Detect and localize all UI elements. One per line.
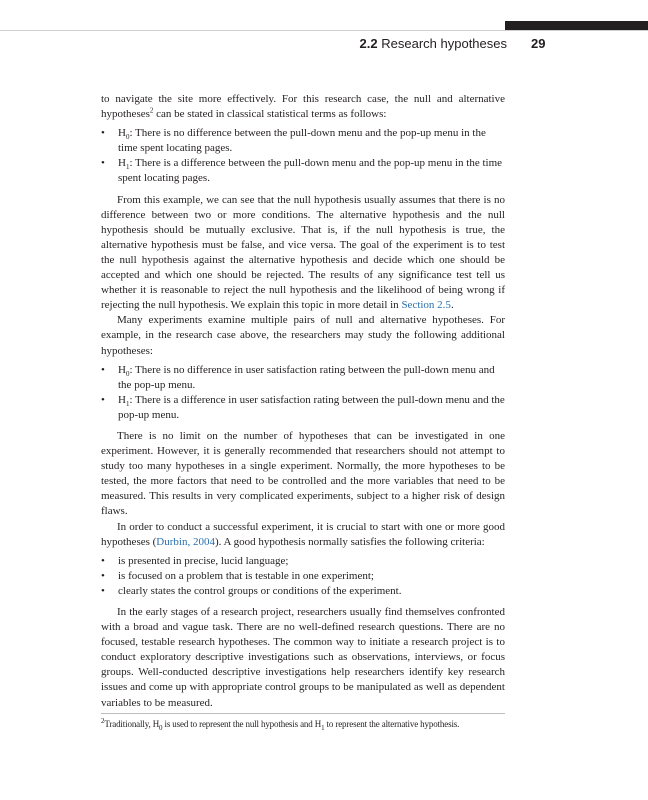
hypothesis-text: : There is a difference between the pull-down menu and the pop-up menu in the time spent locating pages. <box>118 157 503 185</box>
citation-link[interactable]: Durbin, 2004 <box>156 535 215 548</box>
footnote-mark: 2 <box>101 717 105 725</box>
hypothesis-text: : There is a difference in user satisfaction rating between the pull-down menu and the pop-up menu. <box>118 393 505 421</box>
running-header <box>360 36 507 51</box>
section-title: Research hypotheses <box>381 36 507 51</box>
paragraph-2 <box>101 193 505 314</box>
paragraph-3: Many experiments examine multiple pairs of null and alternative hypotheses. For example, in the research case above, the researchers may study the following additional hypotheses: <box>101 314 505 357</box>
hypotheses-list-2 <box>101 363 505 423</box>
paragraph-6: In the early stages of a research project, researchers usually find themselves confronted with a broad and vague task. There are no well-defined research questions. There are no focused, testable research hypotheses. The common way to initiate a research project is to conduct exploratory descriptive investigations such as observations, interviews, or focus groups. Well-conducted descriptive investigations help researchers identify key research issues and come up with appropriate control groups to be manipulated as well as dependent variables to be measured. <box>101 606 505 709</box>
hypothesis-text: : There is no difference between the pull-down menu and the pop-up menu in the time spent locating pages. <box>118 127 486 155</box>
list-item <box>101 363 505 393</box>
list-item: • clearly states the control groups or conditions of the experiment. <box>101 584 505 599</box>
footnote-subscript: 0 <box>159 723 163 732</box>
paragraph-4: There is no limit on the number of hypotheses that can be investigated in one experiment. However, it is generally recommended that researchers should not attempt to study too many hypotheses in a single experiment. Normally, the more hypotheses to be tested, the more factors that need to be controlled and the more variables that need to be measured. This results in very complicated experiments, subject to a higher risk of design flaws. <box>101 429 505 518</box>
hypothesis-text: : There is no difference in user satisfaction rating between the pull-down menu and the pop-up menu. <box>118 363 495 391</box>
list-item <box>101 126 505 156</box>
list-item: • is presented in precise, lucid language; <box>101 554 505 569</box>
list-item: • is focused on a problem that is testable in one experiment; <box>101 569 505 584</box>
hypothesis-subscript: 1 <box>125 399 130 408</box>
section-link[interactable]: Section 2.5 <box>401 299 451 312</box>
hypothesis-subscript: 1 <box>125 163 130 172</box>
footnote-ref[interactable]: 2 <box>149 106 154 115</box>
paragraph-5-end: ). A good hypothesis normally satisfies the following criteria: <box>214 535 485 548</box>
paragraph-5-text: In order to conduct a successful experiment, it is crucial to start with one or more good hypotheses ( <box>101 520 505 548</box>
paragraph-2-end: . <box>450 299 454 312</box>
paragraph-2-text: From this example, we can see that the null hypothesis usually assumes that there is no difference between two or more conditions. The alternative hypothesis and the null hypothesis should be mutually exclusive. That is, if the null hypothesis is true, the alternative hypothesis must be false, and vice versa. The goal of the experiment is to test the null hypothesis against the alternative hypothesis and decide which one should be accepted and which one should be rejected. The results of any significance test tell us whether it is reasonable to reject the null hypothesis and the likelihood of being wrong if rejecting the null hypothesis. We explain this topic in more detail in <box>101 193 505 312</box>
footnote-text: Traditionally, H <box>104 719 160 729</box>
footnote-subscript: 1 <box>321 723 325 732</box>
paragraph-1 <box>101 92 505 122</box>
body-text <box>101 92 505 711</box>
hypothesis-symbol: H <box>118 127 126 140</box>
paragraph-5 <box>101 520 505 550</box>
hypothesis-symbol: H <box>118 157 126 170</box>
hypothesis-subscript: 0 <box>125 133 130 142</box>
header-rule <box>0 30 648 31</box>
footnote-text: is used to represent the null hypothesis and H <box>162 719 322 729</box>
page-number: 29 <box>531 36 546 51</box>
section-number: 2.2 <box>359 36 378 51</box>
footnote-rule <box>101 713 505 714</box>
list-item <box>101 393 505 423</box>
list-item <box>101 156 505 186</box>
criteria-list <box>101 554 505 599</box>
hypotheses-list-1 <box>101 126 505 186</box>
hypothesis-subscript: 0 <box>125 369 130 378</box>
paragraph-1-text-end: can be stated in classical statistical terms as follows: <box>153 108 387 121</box>
hypothesis-symbol: H <box>118 363 126 376</box>
footnote <box>101 718 505 730</box>
hypothesis-symbol: H <box>118 393 126 406</box>
paragraph-1-text: to navigate the site more effectively. For this research case, the null and alternative hypotheses <box>101 93 505 121</box>
footnote-text: to represent the alternative hypothesis. <box>324 719 460 729</box>
